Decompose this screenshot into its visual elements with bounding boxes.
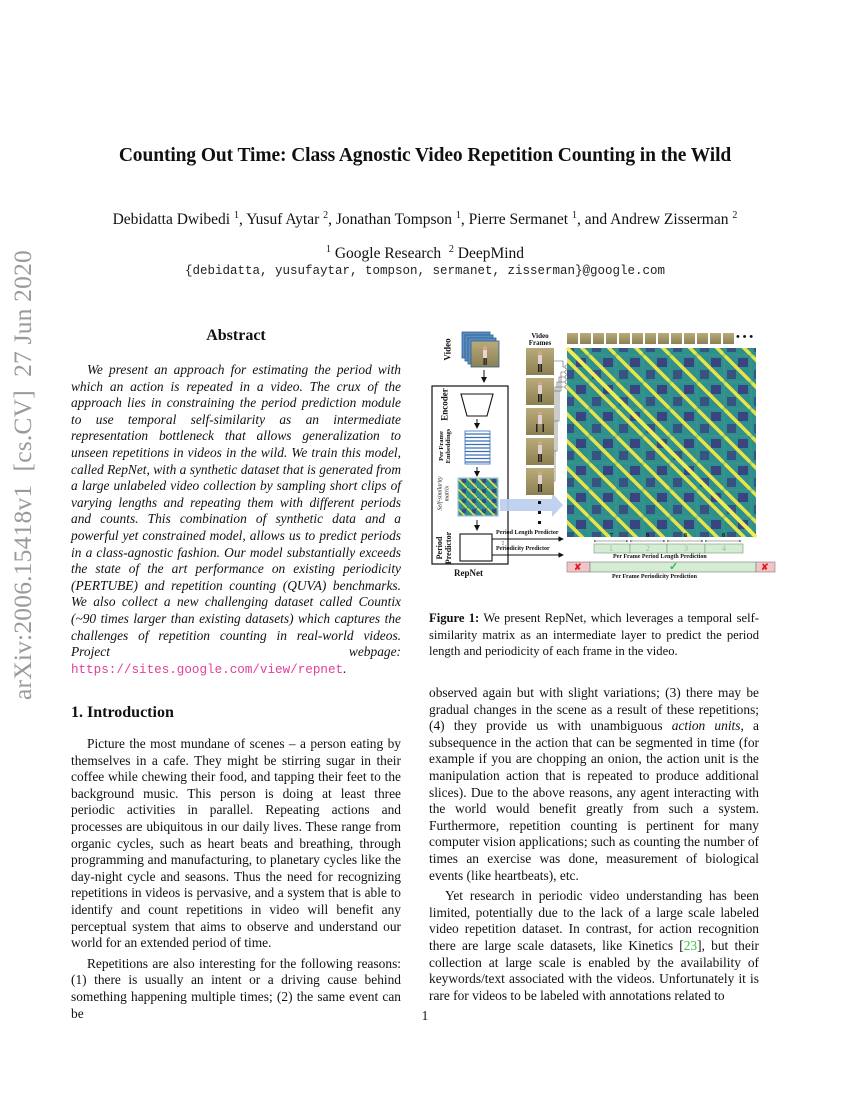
period-length-predictor-label: Period Length Predictor — [496, 530, 559, 536]
video-stack-icon — [462, 332, 499, 367]
author-name: Jonathan Tompson — [335, 211, 453, 228]
non-periodic-x-icon: ✘ — [761, 562, 769, 572]
intro-left-column — [71, 736, 401, 1026]
per-frame-periodicity-label: Per Frame Periodicity Prediction — [612, 574, 697, 580]
periodic-check-icon: ✓ — [669, 561, 679, 573]
abstract-body: We present an approach for estimating the period with which an action is repeated in a video. The crux of the approach lies in constraining the period prediction module to use temporal self-similarity as an intermediate representation bottleneck that allows generalization to unseen repetitions in videos in the wild. We train this model, called RepNet, with a synthetic dataset that is generated from a large unlabeled video collection by sampling short clips of varying lengths and repeating them with different periods and counts. This combination of synthetic data and a powerful yet constrained model, allows us to predict periods in a class-agnostic fashion. Our model substantially exceeds the state of the art performance on existing periodicity (PERTUBE) and repetition counting (QUVA) benchmarks. We also collect a new challenging dataset called Countix (~90 times larger than existing datasets) which captures the challenges of repetition counting in real-world videos. Project webpage: https://sites.google.com/view/repnet. — [71, 362, 401, 677]
section-heading-introduction: 1. Introduction — [71, 704, 174, 721]
paragraph: observed again but with slight variations; (3) there may be gradual changes in the scene as a result of these repetitions; (4) they provide us with unambiguous action units, a subsequence in the action that can be segmented in time (for example if you are chopping an onion, the action unit is the manipulation action that is repeated to produce additional slices). Due to the above reasons, any agent interacting with the world would benefit greatly from such a system. Furthermore, repetition counting is pertinent for many computer vision applications; such as counting the number of times an exercise was done, measurement of biological events (like heartbeats), etc. — [429, 685, 759, 883]
per-frame-period-length-label: Per Frame Period Length Prediction — [613, 554, 707, 560]
repetition-count: 3 — [684, 544, 688, 553]
paragraph: Yet research in periodic video understanding has been limited, potentially due to the lack of a large scale labeled video repetition dataset. In contrast, for action recognition there are large scale datasets, like Kinetics [23], but their collection at large scale is enabled by the availability of keywords/text associated with the videos. Unfortunately it is rare for videos to be labeled with annotations related to — [429, 888, 759, 1003]
non-periodic-x-icon: ✘ — [574, 562, 582, 572]
author-name: Andrew Zisserman — [610, 211, 729, 228]
affiliations: $^1$ Google Research $^2$ DeepMind — [325, 244, 525, 262]
self-similarity-matrix-label: Self-similarity matrix — [437, 476, 450, 511]
more-frames-ellipsis: • • • — [736, 331, 754, 343]
period-predictor-label: Period Predictor — [435, 531, 453, 565]
affiliation-name: DeepMind — [457, 245, 525, 262]
repetition-count: 1 — [609, 544, 613, 553]
encoder-label: Encoder — [439, 388, 450, 421]
video-frames-label: Video Frames — [528, 332, 552, 347]
author-name: Pierre Sermanet — [468, 211, 569, 228]
period-length-value: 8 — [722, 533, 725, 539]
figure-1-caption: Figure 1: We present RepNet, which leverages a temporal self-similarity matrix as an intermediate layer to predict the period length and periodicity of each frame in the video. — [429, 611, 759, 659]
author-emails: {debidatta, yusufaytar, tompson, sermanet, zisserman}@google.com — [184, 264, 666, 278]
paragraph: Repetitions are also interesting for the following reasons: (1) there is usually an intent or a driving cause behind something happening multiple times; (2) the same event can be — [71, 955, 401, 1021]
citation-link[interactable]: 23 — [683, 937, 698, 953]
paragraph: Picture the most mundane of scenes – a person eating by themselves in a cafe. They might be stirring sugar in their coffee while chewing their food, and tapping their feet to the background music. This person is doing at least three periodic activities in parallel. Repeating actions and processes are ubiquitous in our daily lives. These range from organic cycles, such as heart beats and breathing, through programming and manufacturing, to planetary cycles like the day-night cycle and seasons. Thus the need for recognizing repetitions in videos is pervasive, and a system that is able to identify and count repetitions in video will benefit any perceptual system that aims to observe and understand our world for an extended period of time. — [71, 736, 401, 951]
arxiv-identifier-stamp: arXiv:2006.15418v1 [cs.CV] 27 Jun 2020 — [8, 250, 37, 700]
period-length-value: 8 — [684, 533, 687, 539]
paper-title: Counting Out Time: Class Agnostic Video Repetition Counting in the Wild — [118, 145, 732, 166]
affiliation-name: Google Research — [334, 245, 442, 262]
repetition-count: 2 — [646, 544, 650, 553]
repnet-label: RepNet — [454, 568, 483, 578]
author-list: Debidatta Dwibedi $^1$, Yusuf Aytar $^2$, Jonathan Tompson $^1$, Pierre Sermanet $^1$, and Andrew Zisserman $^2$ — [112, 210, 738, 228]
repetition-count: 4 — [722, 544, 726, 553]
per-frame-embeddings-label: Per Frame Embeddings — [438, 428, 452, 464]
intro-right-column — [429, 685, 759, 1008]
project-webpage-link[interactable]: https://sites.google.com/view/repnet — [71, 662, 344, 677]
period-length-value: 8 — [646, 533, 649, 539]
author-name: Debidatta Dwibedi — [112, 211, 231, 228]
caption-label: Figure 1: — [429, 611, 480, 625]
page-number: 1 — [421, 1008, 429, 1023]
video-label: Video — [442, 338, 453, 361]
figure-1-repnet-diagram — [427, 328, 792, 590]
author-name: Yusuf Aytar — [246, 211, 320, 228]
self-similarity-matrix-heatmap — [567, 348, 756, 537]
abstract-heading: Abstract — [206, 327, 266, 344]
period-length-value: 7 — [610, 533, 613, 539]
periodicity-predictor-label: Periodicity Predictor — [496, 546, 550, 552]
